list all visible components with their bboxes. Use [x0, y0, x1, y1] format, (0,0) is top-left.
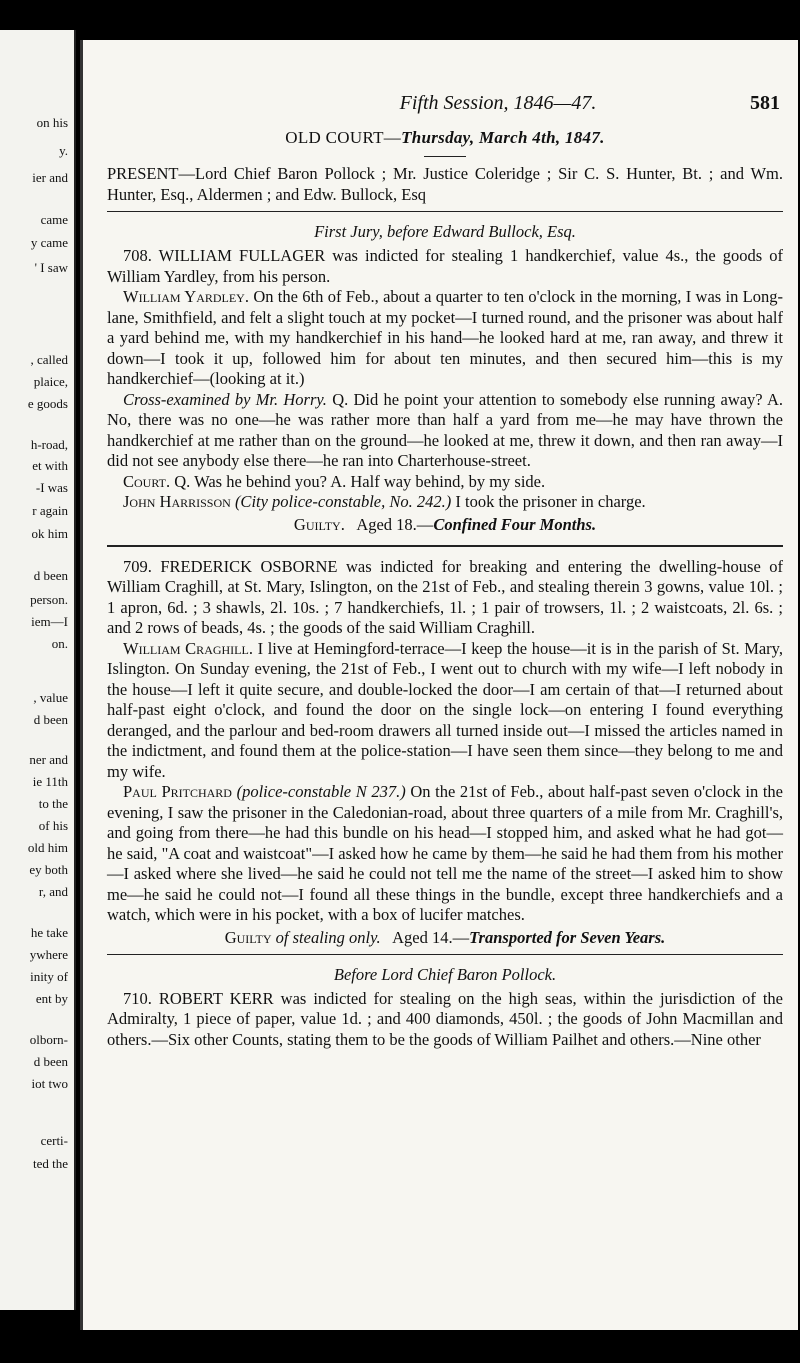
- facing-page-fragment: old him: [27, 840, 68, 855]
- facing-page-fragment: he take: [30, 925, 68, 940]
- testimony-text: On the 21st of Feb., about half-past seven o'clock in the evening, I saw the prisoner in the Caledonian-road, about three quarters of a mile from Mr. Craghill's, and going from there—he had this bundle on his head—I stopped him, and asked what he had got—he said, "A coat and waistcoat"—I asked how he came by them—he said he had them from his mother—I asked where she lived—he said he could not tell me the name of the street—I asked him to show me—he said he could not—I found all these things in the bundle, except three handkerchiefs and a watch, which were in his pocket, with a box of lucifer matches.: [107, 782, 784, 924]
- divider: [107, 211, 783, 212]
- facing-page-fragment: came: [40, 212, 68, 227]
- verdict-label: Guilty: [224, 927, 272, 947]
- facing-page-fragment: d been: [33, 712, 68, 727]
- case-709-verdict: [107, 928, 783, 948]
- divider: [107, 954, 783, 955]
- section-heading: Before Lord Chief Baron Pollock.: [333, 964, 557, 984]
- facing-page-fragment: of his: [38, 818, 68, 833]
- facing-page-fragment: person.: [30, 592, 68, 607]
- facing-page-fragment: ner and: [29, 752, 68, 767]
- testimony-text: I took the prisoner in charge.: [455, 492, 646, 511]
- witness-name: William Yardley.: [123, 287, 249, 306]
- court-name: OLD COURT—: [285, 128, 402, 147]
- divider: [424, 156, 466, 157]
- facing-page-fragment: plaice,: [33, 374, 68, 389]
- present-list: PRESENT—Lord Chief Baron Pollock ; Mr. Justice Coleridge ; Sir C. S. Hunter, Bt. ; and Wm. Hunter, Esq., Aldermen ; and Edw. Bullock, Esq: [107, 164, 783, 204]
- court-text: Q. Was he behind you? A. Half way behind, by my side.: [174, 471, 546, 491]
- sentence-age: Aged 14.—: [392, 927, 470, 947]
- facing-page-fragment: ey both: [29, 862, 68, 877]
- sentence: Transported for Seven Years.: [469, 927, 666, 947]
- book-page: [80, 40, 798, 1330]
- case-708-testimony-yardley: [107, 287, 783, 390]
- case-709-testimony-craghill: [107, 639, 783, 783]
- cross-label: Cross-examined by Mr. Horry.: [123, 389, 327, 409]
- case-709-testimony-pritchard: [107, 782, 783, 926]
- witness-name: Paul Pritchard: [123, 782, 232, 801]
- facing-page-fragment: e goods: [27, 396, 68, 411]
- witness-name: John Harrisson: [123, 492, 231, 511]
- facing-page-fragment: ier and: [32, 170, 68, 185]
- case-708-testimony-harrisson: [107, 492, 783, 513]
- facing-page-fragment: ywhere: [29, 947, 68, 962]
- facing-page-fragment: certi-: [40, 1133, 68, 1148]
- facing-page-fragment: r again: [32, 503, 68, 518]
- facing-page-fragment: et with: [32, 458, 68, 473]
- facing-page-fragment: y.: [59, 143, 68, 158]
- facing-page-fragment: r, and: [38, 884, 68, 899]
- facing-page-fragment: ie 11th: [32, 774, 68, 789]
- page-content: [107, 92, 783, 1050]
- facing-page-fragment: iem—I: [31, 614, 68, 629]
- facing-page-fragment: d been: [33, 1054, 68, 1069]
- testimony-text: On the 6th of Feb., about a quarter to ten o'clock in the morning, I was in Long-lane, Smithfield, and felt a slight touch at my pocket—I turned round, and the prisoner was about half a yard behind me, with my handkerchief in his hand—he looked hard at me, ran away, and threw it down—I took it up, followed him for about ten minutes, and then secured him—this is my handkerchief—(looking at it.): [107, 287, 783, 388]
- case-710-heading: 710. ROBERT KERR was indicted for stealing on the high seas, within the jurisdiction of the Admiralty, 1 piece of paper, value 1d. ; and 400 diamonds, 450l. ; the goods of John Macmillan and others.—Six other Counts, stating them to be the goods of William Pailhet and others.—Nine other: [107, 988, 783, 1049]
- case-708-verdict: [107, 515, 783, 535]
- sentence: Confined Four Months.: [433, 514, 597, 534]
- case-708-heading: 708. WILLIAM FULLAGER was indicted for stealing 1 handkerchief, value 4s., the goods of William Yardley, from his person.: [107, 246, 783, 286]
- facing-page-fragment: inity of: [30, 969, 68, 984]
- facing-page-fragment: on.: [51, 636, 68, 651]
- divider: [107, 545, 783, 547]
- facing-page-fragment: h-road,: [30, 437, 68, 452]
- facing-page-fragment: -I was: [35, 480, 68, 495]
- page-number: 581: [750, 92, 780, 114]
- facing-page-fragment: ted the: [32, 1156, 68, 1171]
- facing-page-fragment: , called: [30, 352, 68, 367]
- facing-page-edge: [0, 30, 76, 1310]
- facing-page-fragment: , value: [33, 690, 68, 705]
- witness-name: William Craghill.: [123, 638, 253, 658]
- verdict-qualifier: of stealing only.: [275, 927, 381, 947]
- witness-role: (police-constable N 237.): [236, 782, 406, 801]
- facing-page-fragment: y came: [30, 235, 68, 250]
- cross-text: Q. Did he point your attention to somebody else running away? A. No, there was no one—he was rather more than half a yard from me—he may have thrown the handkerchief at me rather than on the ground—he looked at me, threw it down, and then ran away—I did not see anybody else there—he ran into Charterhouse-street.: [107, 389, 784, 470]
- facing-page-fragment: iot two: [31, 1076, 68, 1091]
- case-708-cross-examination: [107, 390, 783, 472]
- testimony-text: I live at Hemingford-terrace—I keep the house—it is in the parish of St. Mary, Islington. On Sunday evening, the 21st of Feb., I went out to church with my wife—I left nobody in the house—I left it quite secure, and double-locked the door—I am certain of that—I returned about half-past eight o'clock, and found the door on the single lock—on entering I found everything deranged, and the parlour and bed-room drawers all turned inside out—I missed the articles named in the indictment, and found them at the police-station—I have seen them since—they belong to me and my wife.: [107, 638, 783, 781]
- court-label: Court.: [123, 471, 171, 491]
- case-709-heading: 709. FREDERICK OSBORNE was indicted for breaking and entering the dwelling-house of William Craghill, at St. Mary, Islington, on the 21st of Feb., and stealing therein 3 gowns, value 10l. ; 1 apron, 6d. ; 3 shawls, 2l. 10s. ; 7 handkerchiefs, 1l. ; 1 pair of trowsers, 1l. ; 2 waistcoats, 2l. 6s. ; and 2 rows of beads, 4s. ; the goods of the said William Craghill.: [107, 556, 783, 637]
- facing-page-fragment: ent by: [35, 991, 68, 1006]
- case-708-court-question: [107, 472, 783, 493]
- facing-page-fragment: on his: [36, 115, 68, 130]
- verdict-label: Guilty.: [293, 514, 345, 534]
- facing-page-fragment: ok him: [31, 526, 68, 541]
- facing-page-fragment: ' I saw: [34, 260, 68, 275]
- running-title: Fifth Session, 1846—47.: [399, 92, 597, 114]
- facing-page-fragment: to the: [38, 796, 68, 811]
- facing-page-fragment: d been: [33, 568, 68, 583]
- witness-role: (City police-constable, No. 242.): [234, 492, 452, 511]
- court-date: Thursday, March 4th, 1847.: [401, 128, 605, 147]
- sentence-age: Aged 18.—: [356, 514, 434, 534]
- facing-page-fragment: olborn-: [29, 1032, 68, 1047]
- court-heading: [107, 128, 783, 148]
- jury-heading: First Jury, before Edward Bullock, Esq.: [314, 222, 576, 241]
